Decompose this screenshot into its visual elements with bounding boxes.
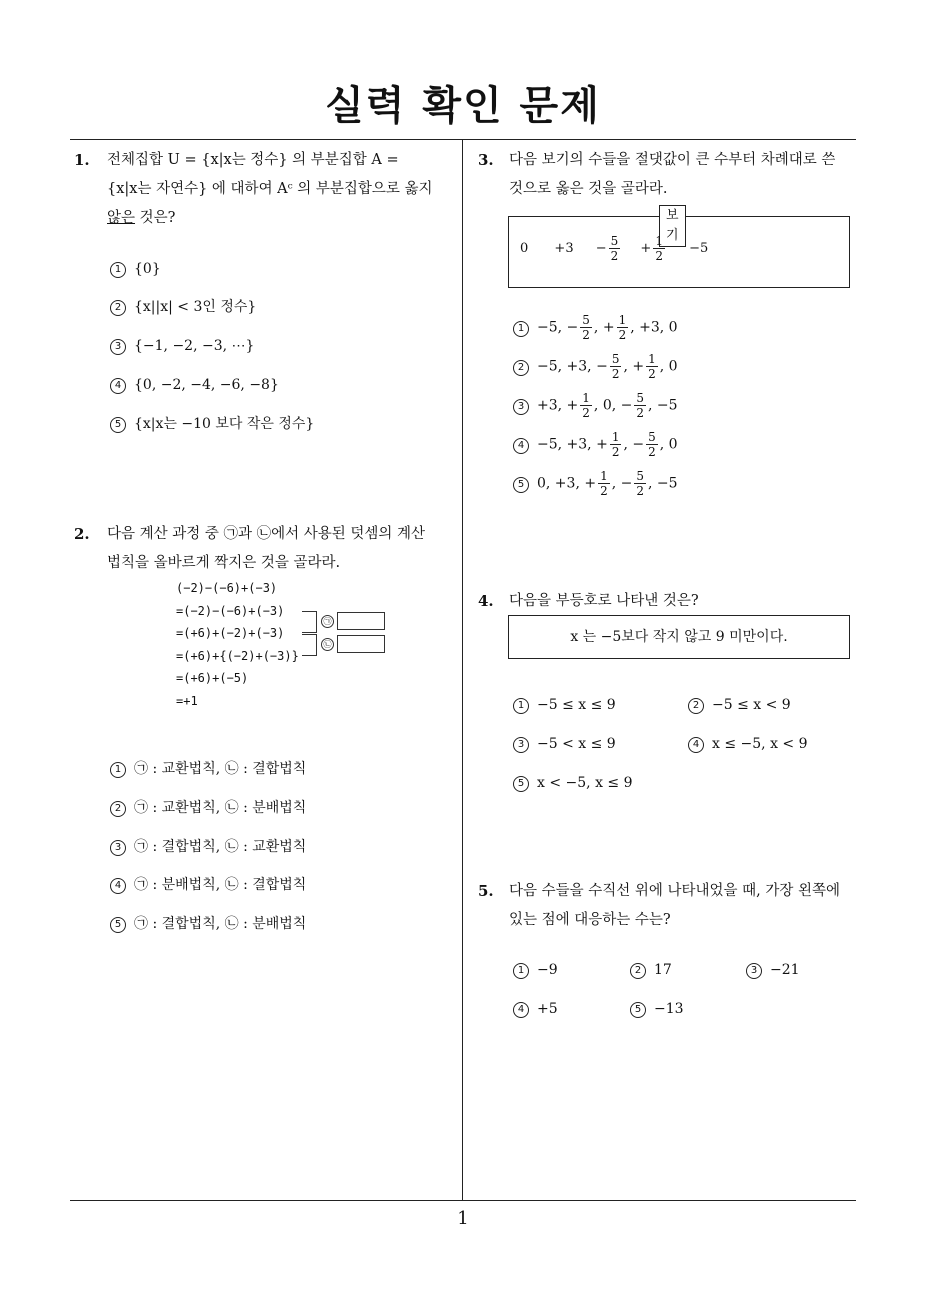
option-3[interactable] <box>513 730 616 759</box>
question-line <box>107 204 455 233</box>
question-line: 다음 보기의 수들을 절댓값이 큰 수부터 차례대로 쓴 <box>509 152 836 168</box>
question-line-end: 것은? <box>135 210 176 226</box>
option-3[interactable]: 3 +3, + $\frac{1}{2}$ , 0, − $\frac{5}{2}$ , −5 <box>513 391 678 421</box>
option-4[interactable]: 4 −5, +3, + $\frac{1}{2}$ , − $\frac{5}{2}$ , 0 <box>513 430 678 460</box>
option-5[interactable] <box>513 769 633 798</box>
option-5[interactable] <box>630 995 684 1024</box>
option-text: x < −5, x ≤ 9 <box>537 775 633 791</box>
option-text: −5 ≤ x ≤ 9 <box>537 697 616 713</box>
question-text <box>509 146 859 204</box>
circled-number-5: 5 <box>630 1002 646 1018</box>
circled-number-5: 5 <box>110 917 126 933</box>
question-line: 전체집합 U = {x|x는 정수} 의 부분집합 A = <box>107 152 399 168</box>
option-text: ㉠ : 결합법칙, ㉡ : 교환법칙 <box>134 839 307 855</box>
option-text: 17 <box>654 962 672 978</box>
fraction: $\frac{5}{2}$ <box>610 234 619 263</box>
example-sign: + <box>640 241 652 256</box>
mark-1: ㉠ <box>321 615 334 628</box>
bracket-1 <box>302 611 317 633</box>
bracket-2 <box>302 634 317 656</box>
question-line: 법칙을 올바르게 짝지은 것을 골라라. <box>107 555 341 571</box>
question-line: 다음 수들을 수직선 위에 나타내었을 때, 가장 왼쪽에 <box>509 883 841 899</box>
circled-number-1: 1 <box>513 321 529 337</box>
circled-number-5: 5 <box>513 776 529 792</box>
option-3[interactable] <box>110 332 254 361</box>
question-text <box>107 520 455 578</box>
option-text: {−1, −2, −3, ⋯} <box>134 338 255 354</box>
option-text: x ≤ −5, x < 9 <box>712 736 808 752</box>
circled-number-4: 4 <box>513 438 529 454</box>
option-text: {0, −2, −4, −6, −8} <box>134 377 279 393</box>
fraction: $\frac{5}{2}$ <box>582 313 590 342</box>
option-1[interactable]: 1 −5, − $\frac{5}{2}$ , + $\frac{1}{2}$ , +3, 0 <box>513 313 678 343</box>
option-4[interactable] <box>110 371 279 400</box>
calc-line: (−2)−(−6)+(−3) <box>176 581 278 595</box>
option-4[interactable] <box>688 730 808 759</box>
circled-number-4: 4 <box>513 1002 529 1018</box>
option-1[interactable] <box>110 255 161 284</box>
option-3[interactable] <box>746 956 800 985</box>
option-text: ㉠ : 교환법칙, ㉡ : 분배법칙 <box>134 800 307 816</box>
column-divider <box>462 140 463 1200</box>
fraction: $\frac{5}{2}$ <box>648 430 656 459</box>
question-line: 것으로 옳은 것을 골라라. <box>509 181 668 197</box>
answer-blank-1 <box>337 612 385 630</box>
question-line: {x|x는 자연수} 에 대하여 Aᶜ 의 부분집합으로 옳지 <box>107 181 433 197</box>
option-text: −9 <box>537 962 558 978</box>
option-4[interactable] <box>110 871 306 900</box>
example-sign: − <box>595 241 607 256</box>
circled-number-2: 2 <box>630 963 646 979</box>
page-title: 실력 확인 문제 <box>325 83 601 129</box>
circled-number-2: 2 <box>688 698 704 714</box>
question-number: 5. <box>478 882 494 900</box>
circled-number-3: 3 <box>110 840 126 856</box>
circled-number-3: 3 <box>513 737 529 753</box>
question-line: 있는 점에 대응하는 수는? <box>509 912 671 928</box>
fraction: $\frac{1}{2}$ <box>600 469 608 498</box>
fraction: $\frac{5}{2}$ <box>636 391 645 420</box>
circled-number-2: 2 <box>110 801 126 817</box>
option-2[interactable] <box>630 956 672 985</box>
option-text: {x||x| < 3인 정수} <box>134 299 257 315</box>
mark-2: ㉡ <box>321 638 334 651</box>
circled-number-2: 2 <box>513 360 529 376</box>
circled-number-4: 4 <box>688 737 704 753</box>
calculation-steps <box>176 577 299 712</box>
option-text: −5 < x ≤ 9 <box>537 736 616 752</box>
question-number: 1. <box>74 151 90 169</box>
option-2[interactable] <box>110 293 256 322</box>
fraction: $\frac{1}{2}$ <box>618 313 627 342</box>
question-text: 다음을 부등호로 나타낸 것은? <box>509 593 699 609</box>
calc-line: =(+6)+{(−2)+(−3)} <box>176 648 299 663</box>
circled-number-4: 4 <box>110 378 126 394</box>
option-1[interactable] <box>513 691 616 720</box>
example-box-label: 보기 <box>659 205 686 247</box>
option-3[interactable] <box>110 833 306 862</box>
option-text: ㉠ : 교환법칙, ㉡ : 결합법칙 <box>134 761 307 777</box>
option-2[interactable] <box>688 691 791 720</box>
fraction: $\frac{5}{2}$ <box>611 352 620 381</box>
option-text: ㉠ : 분배법칙, ㉡ : 결합법칙 <box>134 877 307 893</box>
example-number: −5 <box>689 241 709 256</box>
option-text: −13 <box>654 1001 684 1017</box>
option-1[interactable] <box>110 755 306 784</box>
fraction: $\frac{1}{2}$ <box>582 391 590 420</box>
option-1[interactable] <box>513 956 558 985</box>
option-text: {0} <box>134 261 161 277</box>
calc-line: =(+6)+(−2)+(−3) <box>176 626 285 640</box>
fraction: $\frac{5}{2}$ <box>636 469 644 498</box>
option-2[interactable] <box>110 794 306 823</box>
circled-number-3: 3 <box>513 399 529 415</box>
option-text: −21 <box>770 962 800 978</box>
answer-blank-2 <box>337 635 385 653</box>
option-4[interactable] <box>513 995 558 1024</box>
example-box-content <box>520 234 708 263</box>
circled-number-5: 5 <box>110 417 126 433</box>
example-number: 0 <box>520 241 529 256</box>
fraction: $\frac{1}{2}$ <box>648 352 656 381</box>
page-number: 1 <box>457 1208 469 1229</box>
calc-line: =+1 <box>176 693 198 708</box>
calc-line: =(−2)−(−6)+(−3) <box>176 603 285 618</box>
option-text: {x|x는 −10 보다 작은 정수} <box>134 416 315 432</box>
calc-line: =(+6)+(−5) <box>176 671 249 685</box>
circled-number-1: 1 <box>513 963 529 979</box>
option-text: −5 ≤ x < 9 <box>712 697 791 713</box>
bottom-rule <box>70 1200 856 1201</box>
circled-number-3: 3 <box>746 963 762 979</box>
fraction: $\frac{1}{2}$ <box>611 430 620 459</box>
underlined-word: 않은 <box>107 210 136 226</box>
circled-number-4: 4 <box>110 878 126 894</box>
circled-number-5: 5 <box>513 477 529 493</box>
question-number: 2. <box>74 525 90 543</box>
condition-box: x 는 −5보다 작지 않고 9 미만이다. <box>508 615 850 659</box>
circled-number-2: 2 <box>110 300 126 316</box>
question-number: 3. <box>478 151 494 169</box>
example-number: +3 <box>554 241 574 256</box>
question-text <box>107 146 455 233</box>
top-rule <box>70 139 856 140</box>
circled-number-1: 1 <box>110 762 126 778</box>
circled-number-3: 3 <box>110 339 126 355</box>
circled-number-1: 1 <box>110 262 126 278</box>
option-text: ㉠ : 결합법칙, ㉡ : 분배법칙 <box>134 916 307 932</box>
question-line: 다음 계산 과정 중 ㉠과 ㉡에서 사용된 덧셈의 계산 <box>107 526 425 542</box>
question-text <box>509 877 859 935</box>
circled-number-1: 1 <box>513 698 529 714</box>
question-number: 4. <box>478 592 494 610</box>
option-5[interactable] <box>110 910 306 939</box>
option-text: +5 <box>537 1001 558 1017</box>
option-5[interactable]: 5 0, +3, + $\frac{1}{2}$ , − $\frac{5}{2}$ , −5 <box>513 469 678 499</box>
option-2[interactable]: 2 −5, +3, − $\frac{5}{2}$ , + $\frac{1}{2}$ , 0 <box>513 352 678 382</box>
option-5[interactable] <box>110 410 314 439</box>
fraction: $\frac{1}{2}$ <box>655 234 663 263</box>
